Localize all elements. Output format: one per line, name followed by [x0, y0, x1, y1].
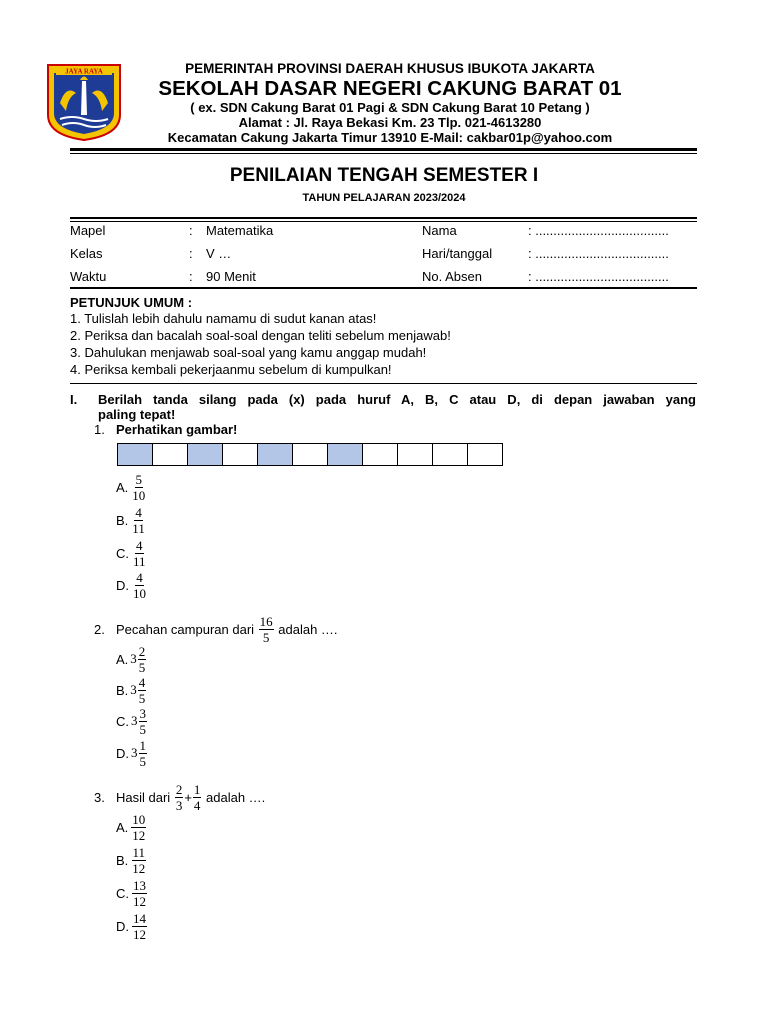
denominator: 11 — [133, 553, 146, 569]
section-instruction-line1: Berilah tanda silang pada (x) pada huruf A, B, C atau D, di depan jawaban yang — [98, 392, 696, 407]
exam-year: TAHUN PELAJARAN 2023/2024 — [302, 192, 466, 204]
denominator: 5 — [138, 690, 146, 706]
answer-option-3c[interactable] — [116, 877, 148, 909]
school-address: Alamat : Jl. Raya Bekasi Km. 23 Tlp. 021-4613280 — [238, 115, 542, 130]
answer-option-2d[interactable] — [116, 737, 148, 769]
question-3 — [94, 781, 265, 813]
numerator: 10 — [132, 811, 146, 827]
answer-option-2c[interactable] — [116, 705, 148, 737]
section-rule — [70, 383, 697, 384]
header-rule-thin — [70, 153, 697, 154]
option-label: C. — [116, 885, 129, 901]
answer-option-1d[interactable] — [116, 569, 148, 601]
numerator: 4 — [136, 537, 143, 553]
question-prompt-before: Pecahan campuran dari — [116, 621, 255, 637]
option-fraction — [131, 846, 146, 875]
numerator: 5 — [135, 471, 143, 487]
instruction-item: 4. Periksa kembali pekerjaanmu sebelum di kumpulkan! — [70, 362, 392, 377]
denominator: 5 — [262, 629, 270, 645]
denominator: 5 — [139, 753, 146, 769]
info-sep: : — [189, 269, 193, 284]
whole-number: 3 — [130, 682, 137, 697]
answer-option-3a[interactable] — [116, 811, 147, 843]
option-fraction — [132, 879, 147, 908]
question-number: 3. — [94, 789, 105, 805]
numerator: 4 — [136, 569, 143, 585]
option-fraction — [132, 571, 147, 600]
info-label-hari-tanggal: Hari/tanggal — [422, 246, 493, 261]
school-former-names: ( ex. SDN Cakung Barat 01 Pagi & SDN Cakung Barat 10 Petang ) — [190, 100, 590, 115]
info-label-mapel: Mapel — [70, 223, 106, 238]
question-2 — [94, 613, 338, 645]
option-label: B. — [116, 852, 129, 868]
denominator: 5 — [138, 659, 146, 675]
question-prompt-after: adalah …. — [206, 789, 266, 805]
instruction-item: 1. Tulislah lebih dahulu namamu di sudut kanan atas! — [70, 311, 377, 326]
section-number: I. — [70, 392, 78, 407]
numerator: 2 — [138, 643, 146, 659]
info-value-mapel: Matematika — [206, 223, 274, 238]
grid-cell — [468, 444, 502, 465]
info-value-waktu: 90 Menit — [206, 269, 256, 284]
plus-sign: + — [184, 789, 192, 805]
numerator: 16 — [259, 613, 273, 629]
question-prompt: Perhatikan gambar! — [116, 422, 238, 437]
info-label-waktu: Waktu — [70, 269, 107, 284]
school-district-email: Kecamatan Cakung Jakarta Timur 13910 E-Mail: cakbar01p@yahoo.com — [167, 130, 613, 145]
info-label-no-absen: No. Absen — [422, 269, 482, 284]
question-number: 1. — [94, 422, 105, 437]
info-rule-top-thin — [70, 221, 697, 222]
grid-cell-shaded — [118, 444, 153, 465]
denominator: 12 — [132, 860, 146, 876]
section-instruction-line2: paling tepat! — [98, 407, 176, 422]
answer-option-1c[interactable] — [116, 537, 148, 569]
grid-cell — [223, 444, 258, 465]
info-blank-hari-tanggal[interactable]: : ..................................... — [528, 246, 669, 261]
option-fraction — [131, 506, 146, 535]
option-label: D. — [116, 577, 129, 593]
question-fraction — [259, 615, 274, 644]
denominator: 12 — [132, 827, 146, 843]
instructions-heading: PETUNJUK UMUM : — [70, 295, 193, 310]
info-rule-top-thick — [70, 217, 697, 219]
option-fraction — [132, 539, 147, 568]
numerator: 4 — [135, 504, 142, 520]
answer-option-3b[interactable] — [116, 844, 147, 876]
option-label: B. — [116, 512, 129, 528]
denominator: 10 — [133, 585, 146, 601]
whole-number: 3 — [131, 713, 138, 728]
info-blank-no-absen[interactable]: : ..................................... — [528, 269, 669, 284]
option-fraction — [138, 645, 147, 674]
option-label: A. — [116, 651, 129, 667]
option-fraction — [138, 676, 147, 705]
answer-option-1a[interactable] — [116, 471, 147, 503]
grid-cell — [293, 444, 328, 465]
instruction-item: 2. Periksa dan bacalah soal-soal dengan teliti sebelum menjawab! — [70, 328, 451, 343]
option-label: D. — [116, 918, 129, 934]
svg-text:JAYA RAYA: JAYA RAYA — [65, 67, 103, 76]
info-blank-nama[interactable]: : ..................................... — [528, 223, 669, 238]
question-prompt-after: adalah …. — [278, 621, 338, 637]
option-fraction — [139, 707, 148, 736]
denominator: 12 — [133, 893, 146, 909]
school-name: SEKOLAH DASAR NEGERI CAKUNG BARAT 01 — [158, 77, 622, 100]
option-label: B. — [116, 682, 129, 698]
info-sep: : — [189, 223, 193, 238]
info-label-kelas: Kelas — [70, 246, 103, 261]
option-fraction — [132, 912, 147, 941]
info-rule-bottom — [70, 287, 697, 289]
option-label: A. — [116, 479, 129, 495]
answer-option-1b[interactable] — [116, 504, 147, 536]
numerator: 1 — [193, 781, 201, 797]
numerator: 1 — [139, 737, 146, 753]
question-fraction-1 — [175, 783, 184, 812]
option-label: C. — [116, 713, 129, 729]
whole-number: 3 — [130, 651, 137, 666]
grid-cell — [398, 444, 433, 465]
grid-cell — [363, 444, 398, 465]
answer-option-3d[interactable] — [116, 910, 148, 942]
question-1 — [94, 422, 237, 437]
fraction-grid — [117, 443, 503, 466]
option-label: D. — [116, 745, 129, 761]
grid-cell — [433, 444, 468, 465]
jakarta-logo — [46, 63, 122, 141]
numerator: 11 — [132, 844, 146, 860]
grid-cell-shaded — [328, 444, 363, 465]
option-label: A. — [116, 819, 129, 835]
numerator: 13 — [133, 877, 146, 893]
option-label: C. — [116, 545, 129, 561]
info-sep: : — [189, 246, 193, 261]
grid-cell-shaded — [258, 444, 293, 465]
instruction-item: 3. Dahulukan menjawab soal-soal yang kamu anggap mudah! — [70, 345, 427, 360]
option-fraction — [131, 473, 146, 502]
denominator: 11 — [132, 520, 145, 536]
question-fraction-2 — [193, 783, 202, 812]
option-fraction — [139, 739, 148, 768]
header-rule-thick — [70, 148, 697, 151]
denominator: 12 — [133, 926, 146, 942]
whole-number: 3 — [131, 745, 138, 760]
numerator: 2 — [175, 781, 183, 797]
answer-option-2a[interactable] — [116, 643, 147, 675]
government-name: PEMERINTAH PROVINSI DAERAH KHUSUS IBUKOTA JAKARTA — [185, 61, 595, 76]
grid-cell-shaded — [188, 444, 223, 465]
info-value-kelas: V … — [206, 246, 232, 261]
numerator: 4 — [138, 674, 146, 690]
option-fraction — [131, 813, 146, 842]
question-number: 2. — [94, 621, 105, 637]
numerator: 14 — [133, 910, 146, 926]
denominator: 10 — [132, 487, 146, 503]
numerator: 3 — [139, 705, 146, 721]
exam-title: PENILAIAN TENGAH SEMESTER I — [229, 165, 539, 186]
denominator: 4 — [193, 797, 201, 813]
answer-option-2b[interactable] — [116, 674, 147, 706]
denominator: 3 — [175, 797, 183, 813]
denominator: 5 — [139, 721, 146, 737]
question-prompt-before: Hasil dari — [116, 789, 171, 805]
info-label-nama: Nama — [422, 223, 457, 238]
grid-cell — [153, 444, 188, 465]
